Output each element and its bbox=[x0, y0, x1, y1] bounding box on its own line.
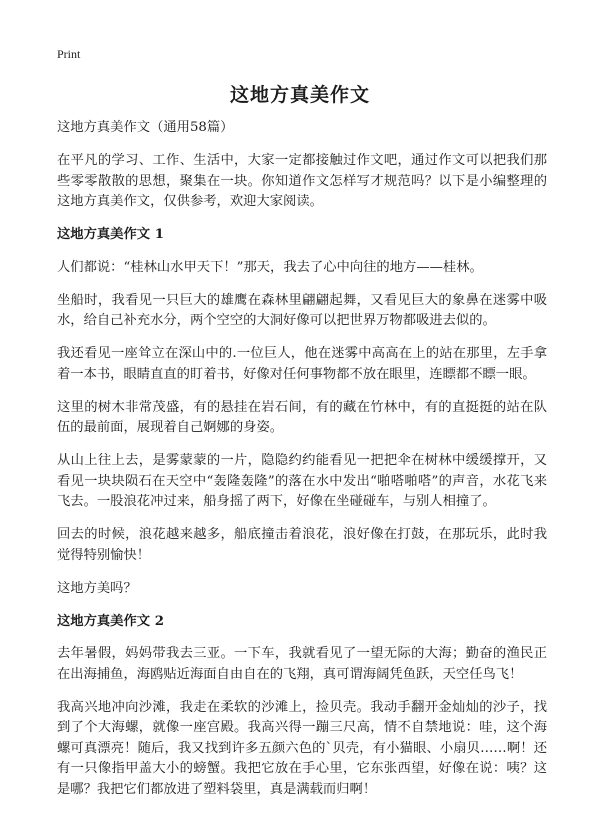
page-title: 这地方真美作文 bbox=[229, 84, 370, 106]
paragraph: 回去的时候，浪花越来越多，船底撞击着浪花，浪好像在打鼓，在那玩乐，此时我觉得特别愉快！ bbox=[57, 527, 547, 563]
section-heading: 这地方真美作文 2 bbox=[57, 613, 164, 629]
paragraph: 人们都说：“桂林山水甲天下！”那天，我去了心中向往的地方——桂林。 bbox=[57, 259, 483, 275]
print-link[interactable]: Print bbox=[57, 47, 81, 61]
paragraph: 我还看见一座耸立在深山中的.一位巨人，他在迷雾中高高在上的站在那里，左手拿着一本书，眼睛直直的盯着书，好像对任何事物都不放在眼里，连瞟都不瞟一眼。 bbox=[57, 346, 547, 382]
paragraph: 坐船时，我看见一只巨大的雄鹰在森林里翩翩起舞，又看见巨大的象鼻在迷雾中吸水，给自己补充水分，两个空空的大洞好像可以把世界万物都吸进去似的。 bbox=[57, 292, 547, 328]
paragraph: 去年暑假，妈妈带我去三亚。一下车，我就看见了一望无际的大海；勤奋的渔民正在出海捕鱼，海鸥贴近海面自由自在的飞翔，真可谓海阔凭鱼跃，天空任鸟飞！ bbox=[57, 646, 547, 682]
article-body bbox=[57, 118, 547, 813]
paragraph: 从山上往上去，是雾蒙蒙的一片，隐隐约约能看见一把把伞在树林中缓缓撑开，又看见一块块陨石在天空中“轰隆轰隆”的落在水中发出“啪嗒啪嗒”的声音，水花飞来飞去。一股浪花冲过来，船身摇了两下，好像在坐碰碰车，与别人相撞了。 bbox=[57, 453, 547, 509]
paragraph: 我高兴地冲向沙滩，我走在柔软的沙滩上，捡贝壳。我动手翻开金灿灿的沙子，找到了个大海螺，就像一座宫殿。我高兴得一蹦三尺高，情不自禁地说：哇，这个海螺可真漂亮！随后，我又找到许多五颜六色的`贝壳，有小猫眼、小扇贝……啊！还有一只像指甲盖大小的螃蟹。我把它放在手心里，它东张西望，好像在说：咦？这是哪？我把它们都放进了塑料袋里，真是满载而归啊！ bbox=[57, 699, 547, 797]
article-subtitle: 这地方真美作文（通用58篇） bbox=[57, 120, 234, 135]
intro-paragraph: 在平凡的学习、工作、生活中，大家一定都接触过作文吧，通过作文可以把我们那些零零散散的思想，聚集在一块。你知道作文怎样写才规范吗？以下是小编整理的这地方真美作文，仅供参考，欢迎大家阅读。 bbox=[57, 153, 547, 209]
section-heading: 这地方真美作文 1 bbox=[57, 227, 164, 242]
paragraph: 这地方美吗？ bbox=[57, 580, 137, 596]
paragraph: 这里的树木非常茂盛，有的悬挂在岩石间，有的藏在竹林中，有的直挺挺的站在队伍的最前面，展现着自己婀娜的身姿。 bbox=[57, 399, 547, 435]
